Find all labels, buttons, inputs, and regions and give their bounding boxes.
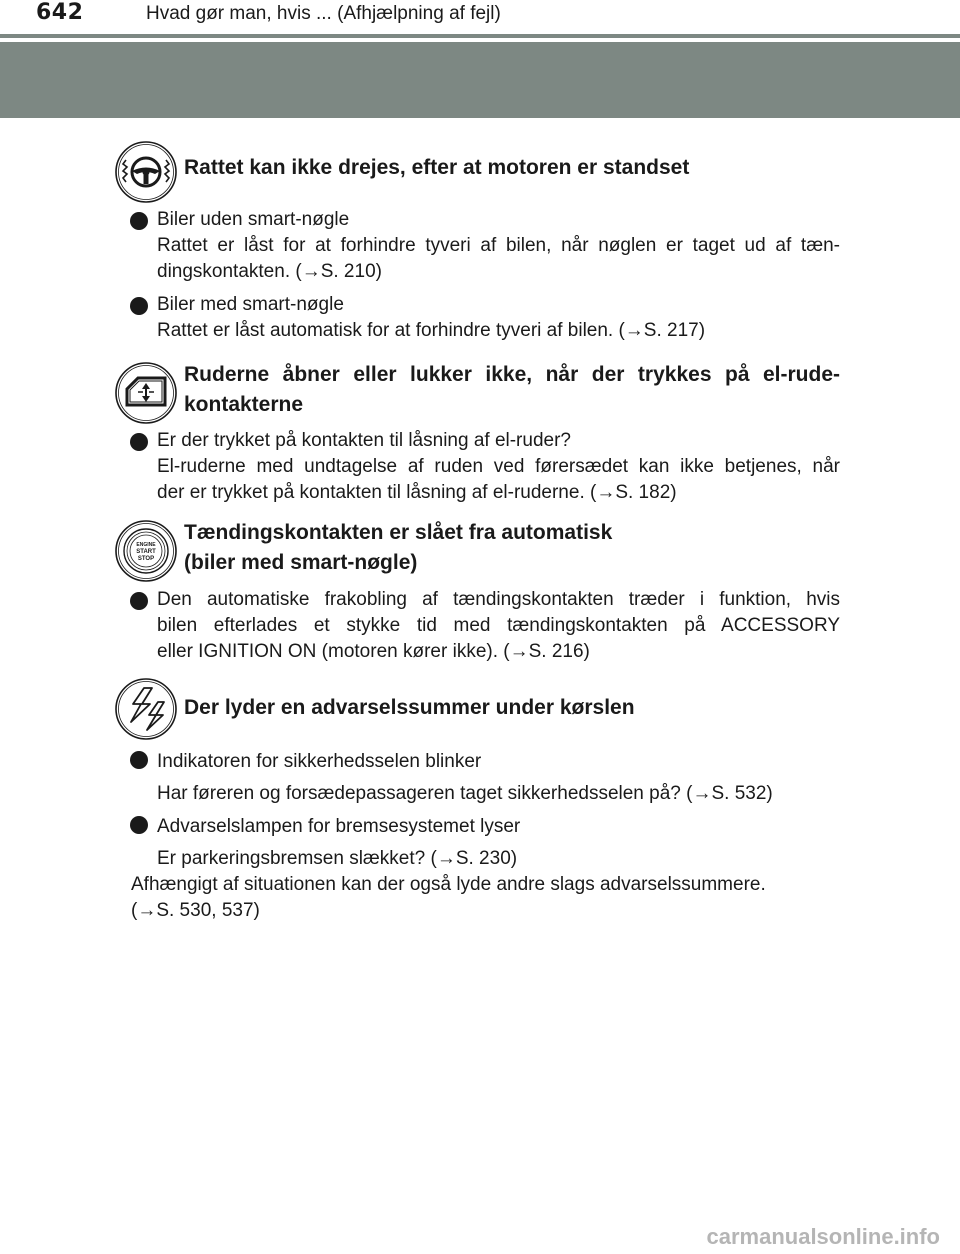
footer-note bbox=[131, 872, 841, 924]
bullet bbox=[130, 592, 148, 610]
item-text-line: Har føreren og forsædepassageren taget sikkerhedsselen på? (→S. 532) bbox=[157, 783, 773, 804]
header-band bbox=[0, 42, 960, 118]
list-item bbox=[157, 587, 840, 665]
item-label: Biler uden smart-nøgle bbox=[157, 209, 350, 230]
engine-start-stop-icon bbox=[114, 519, 178, 583]
item-text-line: der er trykket på kontakten til låsning af el-ruderne. (→S. 182) bbox=[157, 482, 677, 503]
bullet bbox=[130, 816, 148, 834]
item-text-line: Rattet er låst automatisk for at forhindre tyveri af bilen. (→S. 217) bbox=[157, 320, 706, 341]
footer-note-line: Afhængigt af situationen kan der også lyde andre slags advarselssummere. bbox=[131, 874, 766, 895]
bullet bbox=[130, 212, 148, 230]
steering-lock-icon bbox=[114, 140, 178, 204]
section-heading-windows bbox=[184, 360, 840, 420]
item-text-line: Rattet er låst for at forhindre tyveri af bilen, når nøglen er taget ud af tæn- bbox=[157, 235, 840, 256]
list-item bbox=[157, 811, 840, 875]
item-label: Er der trykket på kontakten til låsning af el-ruder? bbox=[157, 430, 571, 451]
section-heading-ignition bbox=[184, 518, 840, 578]
heading-line: (biler med smart-nøgle) bbox=[184, 551, 418, 574]
watermark: carmanualsonline.info bbox=[706, 1224, 940, 1249]
item-label: Advarselslampen for bremsesystemet lyser bbox=[157, 816, 521, 837]
item-text-line: eller IGNITION ON (motoren kører ikke). (→S. 216) bbox=[157, 641, 590, 662]
item-text-line: bilen efterlades et stykke tid med tændingskontakten på ACCESSORY bbox=[157, 615, 840, 636]
item-text-line: dingskontakten. (→S. 210) bbox=[157, 261, 382, 282]
bullet bbox=[130, 297, 148, 315]
header-rule bbox=[0, 34, 960, 38]
icon-text: STOP bbox=[137, 556, 155, 562]
page-number: 642 bbox=[36, 0, 84, 25]
heading-line: Tændingskontakten er slået fra automatisk bbox=[184, 521, 613, 544]
item-text-line: El-ruderne med undtagelse af ruden ved førersædet kan ikke betjenes, når bbox=[157, 456, 840, 477]
page-header-title: Hvad gør man, hvis ... (Afhjælpning af fejl) bbox=[146, 3, 501, 24]
footer-note-line: (→S. 530, 537) bbox=[131, 900, 260, 921]
item-label: Biler med smart-nøgle bbox=[157, 294, 344, 315]
list-item bbox=[157, 428, 840, 506]
item-text-line: Er parkeringsbremsen slækket? (→S. 230) bbox=[157, 848, 518, 869]
icon-text: ENGINE bbox=[136, 542, 156, 548]
heading-line: Ruderne åbner eller lukker ikke, når der trykkes på el-rude- bbox=[184, 363, 840, 386]
section-heading-steering: Rattet kan ikke drejes, efter at motoren er standset bbox=[184, 156, 690, 179]
item-label: Indikatoren for sikkerhedsselen blinker bbox=[157, 751, 482, 772]
bullet bbox=[130, 751, 148, 769]
list-item bbox=[157, 207, 840, 285]
item-text-line: Den automatiske frakobling af tændingskontakten træder i funktion, hvis bbox=[157, 589, 840, 610]
bullet bbox=[130, 433, 148, 451]
list-item bbox=[157, 292, 840, 344]
power-window-icon bbox=[114, 361, 178, 425]
heading-line: kontakterne bbox=[184, 393, 304, 416]
warning-buzzer-icon bbox=[114, 677, 178, 741]
list-item bbox=[157, 746, 840, 810]
icon-text: START bbox=[136, 549, 156, 555]
section-heading-buzzer: Der lyder en advarselssummer under kørslen bbox=[184, 696, 635, 719]
